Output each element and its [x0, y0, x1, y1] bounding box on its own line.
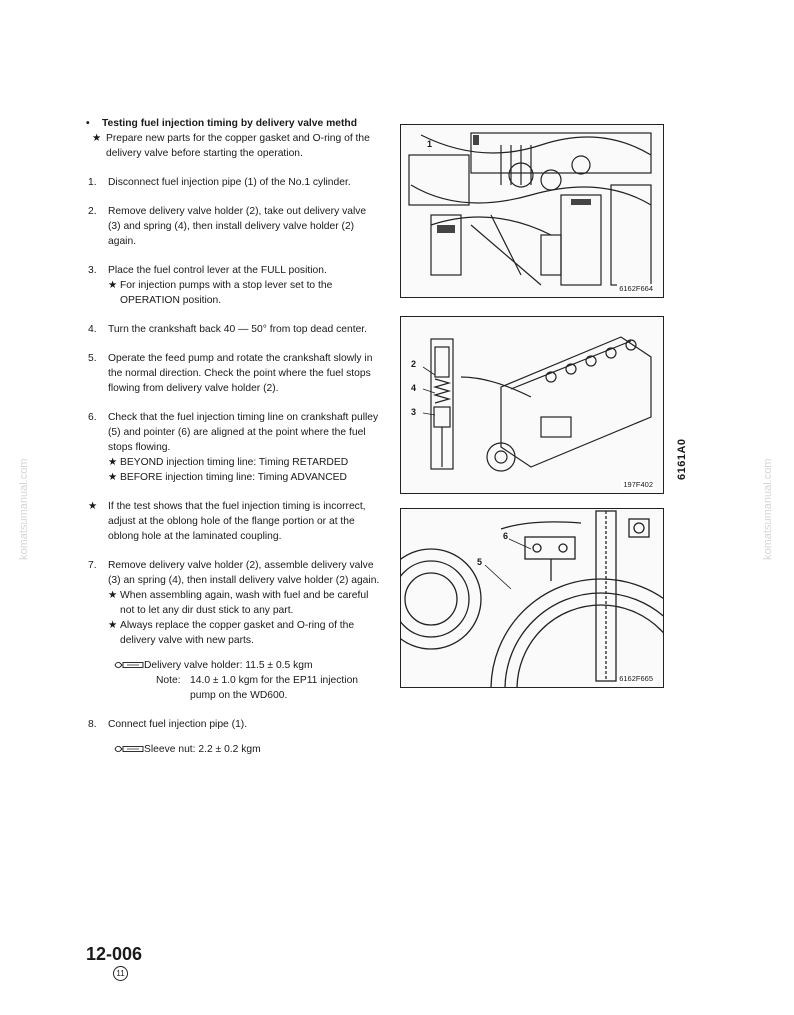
figure-label: 6162F664: [619, 284, 653, 293]
step-3: [84, 263, 380, 308]
callout-4: 4: [411, 383, 417, 393]
callout-3: 3: [411, 407, 417, 417]
step-text: Operate the feed pump and rotate the crankshaft slowly in the normal direction. Check the point where the fuel stops flowing from delivery valve holder (2).: [108, 353, 373, 394]
step-note-text: For injection pumps with a stop lever set to the OPERATION position.: [120, 280, 333, 306]
engine-illustration: [401, 125, 663, 297]
torque-wrench-icon: [114, 744, 144, 754]
star-icon: ★: [108, 457, 118, 468]
star-icon: ★: [108, 590, 118, 601]
adjustment-note: [84, 499, 380, 544]
callout-6: 6: [503, 531, 509, 541]
section-title: Testing fuel injection timing by delivery valve methd: [102, 118, 357, 129]
step-note-text: Always replace the copper gasket and O-ring of the delivery valve with new parts.: [120, 620, 355, 646]
page-number: 12-006: [86, 944, 143, 964]
torque-spec-2: [84, 742, 380, 757]
star-icon: ★: [108, 620, 118, 631]
step-number: 8.: [88, 719, 97, 730]
step-7: [84, 558, 380, 648]
side-code: 6161A0: [676, 438, 688, 480]
step-note: [108, 278, 380, 308]
step-1: [84, 175, 380, 190]
torque-spec-text: Delivery valve holder: 11.5 ± 0.5 kgm: [144, 660, 313, 671]
step-text: Disconnect fuel injection pipe (1) of the No.1 cylinder.: [108, 177, 351, 188]
step-number: 4.: [88, 324, 97, 335]
callout-2: 2: [411, 359, 417, 369]
figure-label: 197F402: [623, 480, 653, 489]
step-text: Connect fuel injection pipe (1).: [108, 719, 248, 730]
figure-engine-fuel-pipe: [400, 124, 664, 298]
figure-injection-pump: [400, 316, 664, 494]
step-note-text: When assembling again, wash with fuel and be careful not to let any dir dust stick to any part.: [120, 590, 369, 616]
step-number: 5.: [88, 353, 97, 364]
pump-illustration: [401, 317, 663, 493]
step-number: 2.: [88, 206, 97, 217]
step-4: [84, 322, 380, 337]
step-8: [84, 717, 380, 732]
note-text: 14.0 ± 1.0 kgm for the EP11 injection pump on the WD600.: [190, 675, 359, 701]
torque-spec-text: Sleeve nut: 2.2 ± 0.2 kgm: [144, 744, 261, 755]
adjustment-note-text: If the test shows that the fuel injection timing is incorrect, adjust at the oblong hole of the flange portion or at the oblong hole at the laminated coupling.: [108, 501, 366, 542]
note-label: Note:: [156, 675, 181, 686]
star-icon: ★: [92, 133, 102, 144]
step-5: [84, 351, 380, 396]
heading-note-text: Prepare new parts for the copper gasket and O-ring of the delivery valve before starting the operation.: [106, 133, 370, 159]
watermark-right: komatsumanual.com: [762, 458, 774, 560]
step-text: Remove delivery valve holder (2), take out delivery valve (3) and spring (4), then install delivery valve holder (2) again.: [108, 206, 367, 247]
step-number: 3.: [88, 265, 97, 276]
star-icon: ★: [108, 280, 118, 291]
star-icon: ★: [108, 472, 118, 483]
heading-note: [84, 131, 380, 161]
step-number: 6.: [88, 412, 97, 423]
step-6: [84, 410, 380, 485]
step-note: [108, 470, 380, 485]
watermark-left: komatsumanual.com: [18, 458, 30, 560]
step-text: Check that the fuel injection timing line on crankshaft pulley (5) and pointer (6) are aligned at the point where the fuel stops flowing.: [108, 412, 379, 453]
torque-wrench-icon: [114, 660, 144, 670]
step-note: [108, 455, 380, 470]
step-number: 1.: [88, 177, 97, 188]
star-icon: ★: [88, 501, 98, 512]
figure-crankshaft-pulley: [400, 508, 664, 688]
torque-note: [84, 673, 380, 703]
callout-5: 5: [477, 557, 483, 567]
page-revision: 11: [113, 966, 128, 981]
step-note-text: BEFORE injection timing line: Timing ADVANCED: [120, 472, 347, 483]
section-heading: [84, 116, 380, 131]
step-number: 7.: [88, 560, 97, 571]
procedure-column: [84, 116, 380, 757]
step-note: [108, 618, 380, 648]
torque-spec-1: [84, 658, 380, 673]
step-text: Turn the crankshaft back 40 — 50° from top dead center.: [108, 324, 368, 335]
step-text: Remove delivery valve holder (2), assemble delivery valve (3) an spring (4), then install delivery valve holder (2) again.: [108, 560, 380, 586]
step-note-text: BEYOND injection timing line: Timing RETARDED: [120, 457, 349, 468]
bullet: •: [86, 118, 90, 129]
step-2: [84, 204, 380, 249]
callout-1: 1: [427, 139, 433, 149]
figure-label: 6162F665: [619, 674, 653, 683]
step-text: Place the fuel control lever at the FULL position.: [108, 265, 327, 276]
pulley-illustration: [401, 509, 663, 687]
step-note: [108, 588, 380, 618]
